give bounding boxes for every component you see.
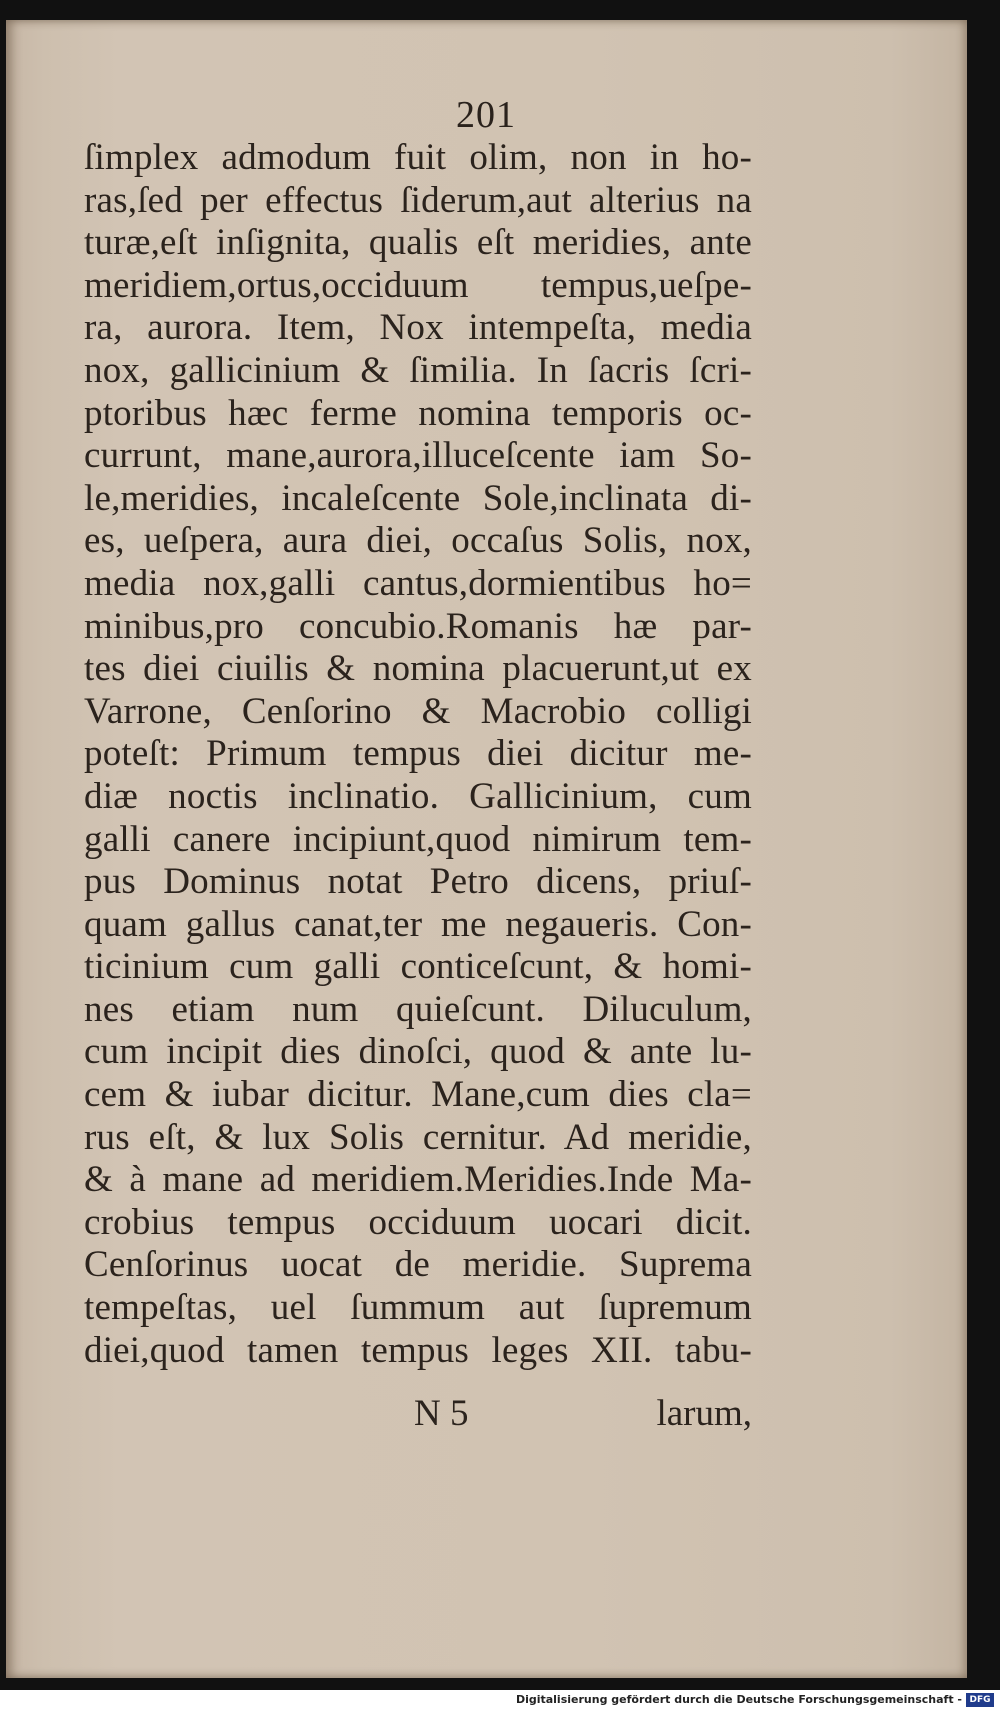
page-footer — [84, 1392, 752, 1436]
text-line: tempeſtas, uel ſummum aut ſupremum — [84, 1287, 752, 1329]
text-line: currunt, mane,aurora,illuceſcente iam So- — [84, 435, 752, 477]
text-line: tes diei ciuilis & nomina placuerunt,ut ex — [84, 648, 752, 690]
text-line: le,meridies, incaleſcente Sole,inclinata di- — [84, 477, 752, 519]
text-line: cum incipit dies dinoſci, quod & ante lu- — [84, 1031, 752, 1073]
book-page — [6, 20, 967, 1678]
text-line: crobius tempus occiduum uocari dicit. — [84, 1201, 752, 1243]
text-line: & à mane ad meridiem.Meridies.Inde Ma- — [84, 1159, 752, 1201]
text-line: media nox,galli cantus,dormientibus ho= — [84, 562, 752, 604]
text-line: Cenſorinus uocat de meridie. Suprema — [84, 1244, 752, 1286]
page-number: 201 — [456, 94, 516, 136]
text-line: ra, aurora. Item, Nox intempeſta, media — [84, 307, 752, 349]
signature-mark: N 5 — [414, 1393, 469, 1434]
text-line: ſimplex admodum fuit olim, non in ho- — [84, 137, 752, 178]
text-line: cem & iubar dicitur. Mane,cum dies cla= — [84, 1074, 752, 1116]
text-line: meridiem,ortus,occiduum tempus,ueſpe- — [84, 264, 752, 306]
text-line: quam gallus canat,ter me negaueris. Con- — [84, 903, 752, 945]
text-line: Varrone, Cenſorino & Macrobio colligi — [84, 690, 752, 732]
text-line: es, ueſpera, aura diei, occaſus Solis, nox, — [84, 520, 752, 562]
credit-bar — [0, 1690, 1000, 1712]
text-line: diæ noctis inclinatio. Gallicinium, cum — [84, 775, 752, 817]
text-line: ticinium cum galli conticeſcunt, & homi- — [84, 946, 752, 988]
text-line: pus Dominus notat Petro dicens, priuſ- — [84, 861, 752, 903]
text-line: ras,ſed per effectus ſiderum,aut alterius na — [84, 179, 752, 221]
text-line: poteſt: Primum tempus diei dicitur me- — [84, 733, 752, 775]
text-line: ptoribus hæc ferme nomina temporis oc- — [84, 392, 752, 434]
text-line: turæ,eſt inſignita, qualis eſt meridies, ante — [84, 222, 752, 264]
text-line: rus eſt, & lux Solis cernitur. Ad meridie, — [84, 1116, 752, 1158]
catchword: larum, — [656, 1393, 752, 1434]
text-line: minibus,pro concubio.Romanis hæ par- — [84, 605, 752, 647]
text-line: nes etiam num quieſcunt. Diluculum, — [84, 988, 752, 1030]
text-line: diei,quod tamen tempus leges XII. tabu- — [84, 1329, 752, 1371]
dfg-logo-icon: DFG — [966, 1693, 994, 1707]
funding-credit: Digitalisierung gefördert durch die Deutsche Forschungsgemeinschaft - — [515, 1693, 962, 1706]
text-block — [84, 137, 752, 1372]
text-line: galli canere incipiunt,quod nimirum tem- — [84, 818, 752, 860]
text-line: nox, gallicinium & ſimilia. In ſacris ſcri- — [84, 349, 752, 391]
